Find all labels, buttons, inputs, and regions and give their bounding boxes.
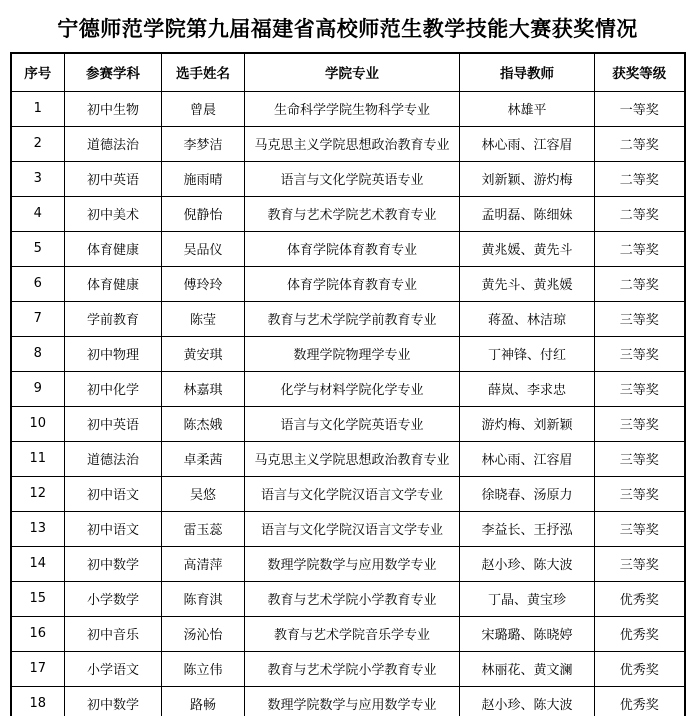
cell-advisors: 蒋盈、林洁琼 xyxy=(460,301,595,336)
cell-no: 11 xyxy=(11,441,65,476)
cell-award-level: 二等奖 xyxy=(595,266,685,301)
cell-award-level: 三等奖 xyxy=(595,301,685,336)
column-header-contestant-name: 选手姓名 xyxy=(162,53,245,91)
cell-award-level: 一等奖 xyxy=(595,91,685,126)
table-row xyxy=(11,161,685,196)
table-row xyxy=(11,91,685,126)
cell-no: 5 xyxy=(11,231,65,266)
cell-contestant-name: 汤沁怡 xyxy=(162,616,245,651)
column-header-advisors: 指导教师 xyxy=(460,53,595,91)
cell-award-level: 优秀奖 xyxy=(595,651,685,686)
cell-subject: 道德法治 xyxy=(65,126,162,161)
cell-contestant-name: 陈杰娥 xyxy=(162,406,245,441)
cell-advisors: 宋璐璐、陈晓婷 xyxy=(460,616,595,651)
cell-no: 15 xyxy=(11,581,65,616)
cell-college-major: 化学与材料学院化学专业 xyxy=(245,371,460,406)
cell-no: 2 xyxy=(11,126,65,161)
cell-advisors: 李益长、王抒泓 xyxy=(460,511,595,546)
cell-subject: 初中语文 xyxy=(65,476,162,511)
cell-award-level: 二等奖 xyxy=(595,196,685,231)
cell-no: 12 xyxy=(11,476,65,511)
cell-contestant-name: 陈育淇 xyxy=(162,581,245,616)
cell-subject: 小学语文 xyxy=(65,651,162,686)
cell-advisors: 林心雨、江容眉 xyxy=(460,126,595,161)
cell-no: 4 xyxy=(11,196,65,231)
cell-subject: 体育健康 xyxy=(65,266,162,301)
page-title: 宁德师范学院第九届福建省高校师范生教学技能大赛获奖情况 xyxy=(57,17,638,41)
cell-college-major: 语言与文化学院汉语言文学专业 xyxy=(245,476,460,511)
table-row xyxy=(11,441,685,476)
table-header xyxy=(11,53,685,91)
cell-no: 13 xyxy=(11,511,65,546)
cell-award-level: 三等奖 xyxy=(595,336,685,371)
cell-award-level: 三等奖 xyxy=(595,546,685,581)
cell-advisors: 黄先斗、黄兆媛 xyxy=(460,266,595,301)
table-row xyxy=(11,476,685,511)
cell-subject: 初中数学 xyxy=(65,686,162,716)
cell-college-major: 数理学院数学与应用数学专业 xyxy=(245,546,460,581)
cell-award-level: 三等奖 xyxy=(595,441,685,476)
cell-advisors: 刘新颖、游灼梅 xyxy=(460,161,595,196)
cell-college-major: 教育与艺术学院小学教育专业 xyxy=(245,581,460,616)
cell-college-major: 语言与文化学院英语专业 xyxy=(245,406,460,441)
cell-advisors: 黄兆媛、黄先斗 xyxy=(460,231,595,266)
table-row xyxy=(11,581,685,616)
cell-subject: 初中数学 xyxy=(65,546,162,581)
cell-contestant-name: 倪静怡 xyxy=(162,196,245,231)
cell-award-level: 优秀奖 xyxy=(595,616,685,651)
cell-award-level: 三等奖 xyxy=(595,511,685,546)
cell-college-major: 语言与文化学院英语专业 xyxy=(245,161,460,196)
cell-college-major: 教育与艺术学院学前教育专业 xyxy=(245,301,460,336)
cell-contestant-name: 吴悠 xyxy=(162,476,245,511)
cell-contestant-name: 林嘉琪 xyxy=(162,371,245,406)
cell-award-level: 三等奖 xyxy=(595,371,685,406)
column-header-subject: 参赛学科 xyxy=(65,53,162,91)
cell-no: 7 xyxy=(11,301,65,336)
cell-advisors: 丁晶、黄宝珍 xyxy=(460,581,595,616)
cell-subject: 学前教育 xyxy=(65,301,162,336)
cell-contestant-name: 陈立伟 xyxy=(162,651,245,686)
header-row xyxy=(11,53,685,91)
cell-advisors: 丁神锋、付红 xyxy=(460,336,595,371)
table-body xyxy=(11,91,685,716)
cell-award-level: 二等奖 xyxy=(595,231,685,266)
cell-subject: 道德法治 xyxy=(65,441,162,476)
table-row xyxy=(11,126,685,161)
cell-college-major: 教育与艺术学院艺术教育专业 xyxy=(245,196,460,231)
cell-subject: 初中英语 xyxy=(65,406,162,441)
table-row xyxy=(11,686,685,716)
cell-no: 16 xyxy=(11,616,65,651)
cell-no: 17 xyxy=(11,651,65,686)
cell-contestant-name: 路畅 xyxy=(162,686,245,716)
cell-no: 3 xyxy=(11,161,65,196)
cell-subject: 体育健康 xyxy=(65,231,162,266)
cell-subject: 小学数学 xyxy=(65,581,162,616)
cell-advisors: 林丽花、黄文澜 xyxy=(460,651,595,686)
table-row xyxy=(11,406,685,441)
cell-subject: 初中物理 xyxy=(65,336,162,371)
cell-advisors: 林雄平 xyxy=(460,91,595,126)
table-row xyxy=(11,336,685,371)
cell-subject: 初中生物 xyxy=(65,91,162,126)
cell-advisors: 赵小珍、陈大波 xyxy=(460,686,595,716)
cell-no: 1 xyxy=(11,91,65,126)
cell-contestant-name: 卓柔茜 xyxy=(162,441,245,476)
cell-contestant-name: 雷玉蕊 xyxy=(162,511,245,546)
cell-college-major: 生命科学学院生物科学专业 xyxy=(245,91,460,126)
cell-no: 8 xyxy=(11,336,65,371)
column-header-no: 序号 xyxy=(11,53,65,91)
cell-subject: 初中英语 xyxy=(65,161,162,196)
table-row xyxy=(11,546,685,581)
cell-subject: 初中语文 xyxy=(65,511,162,546)
cell-subject: 初中美术 xyxy=(65,196,162,231)
cell-no: 6 xyxy=(11,266,65,301)
cell-award-level: 优秀奖 xyxy=(595,686,685,716)
cell-college-major: 体育学院体育教育专业 xyxy=(245,231,460,266)
table-row xyxy=(11,231,685,266)
cell-contestant-name: 陈莹 xyxy=(162,301,245,336)
table-row xyxy=(11,301,685,336)
cell-advisors: 徐晓春、汤原力 xyxy=(460,476,595,511)
cell-award-level: 优秀奖 xyxy=(595,581,685,616)
table-row xyxy=(11,196,685,231)
cell-award-level: 三等奖 xyxy=(595,406,685,441)
cell-award-level: 二等奖 xyxy=(595,161,685,196)
cell-college-major: 数理学院物理学专业 xyxy=(245,336,460,371)
cell-subject: 初中音乐 xyxy=(65,616,162,651)
cell-contestant-name: 吴品仪 xyxy=(162,231,245,266)
cell-no: 18 xyxy=(11,686,65,716)
cell-college-major: 体育学院体育教育专业 xyxy=(245,266,460,301)
column-header-award-level: 获奖等级 xyxy=(595,53,685,91)
cell-college-major: 语言与文化学院汉语言文学专业 xyxy=(245,511,460,546)
cell-contestant-name: 傅玲玲 xyxy=(162,266,245,301)
cell-no: 14 xyxy=(11,546,65,581)
cell-contestant-name: 李梦洁 xyxy=(162,126,245,161)
cell-college-major: 马克思主义学院思想政治教育专业 xyxy=(245,126,460,161)
table-row xyxy=(11,371,685,406)
cell-contestant-name: 曾晨 xyxy=(162,91,245,126)
cell-contestant-name: 施雨晴 xyxy=(162,161,245,196)
cell-contestant-name: 高清萍 xyxy=(162,546,245,581)
cell-college-major: 数理学院数学与应用数学专业 xyxy=(245,686,460,716)
cell-advisors: 游灼梅、刘新颖 xyxy=(460,406,595,441)
cell-advisors: 薛岚、李求忠 xyxy=(460,371,595,406)
cell-advisors: 林心雨、江容眉 xyxy=(460,441,595,476)
cell-contestant-name: 黄安琪 xyxy=(162,336,245,371)
cell-college-major: 教育与艺术学院音乐学专业 xyxy=(245,616,460,651)
cell-advisors: 孟明磊、陈细妹 xyxy=(460,196,595,231)
cell-award-level: 三等奖 xyxy=(595,476,685,511)
cell-college-major: 教育与艺术学院小学教育专业 xyxy=(245,651,460,686)
cell-college-major: 马克思主义学院思想政治教育专业 xyxy=(245,441,460,476)
column-header-college-major: 学院专业 xyxy=(245,53,460,91)
table-row xyxy=(11,511,685,546)
cell-subject: 初中化学 xyxy=(65,371,162,406)
cell-no: 9 xyxy=(11,371,65,406)
cell-no: 10 xyxy=(11,406,65,441)
table-row xyxy=(11,651,685,686)
table-row xyxy=(11,266,685,301)
cell-advisors: 赵小珍、陈大波 xyxy=(460,546,595,581)
table-row xyxy=(11,616,685,651)
cell-award-level: 二等奖 xyxy=(595,126,685,161)
awards-table xyxy=(10,52,686,716)
